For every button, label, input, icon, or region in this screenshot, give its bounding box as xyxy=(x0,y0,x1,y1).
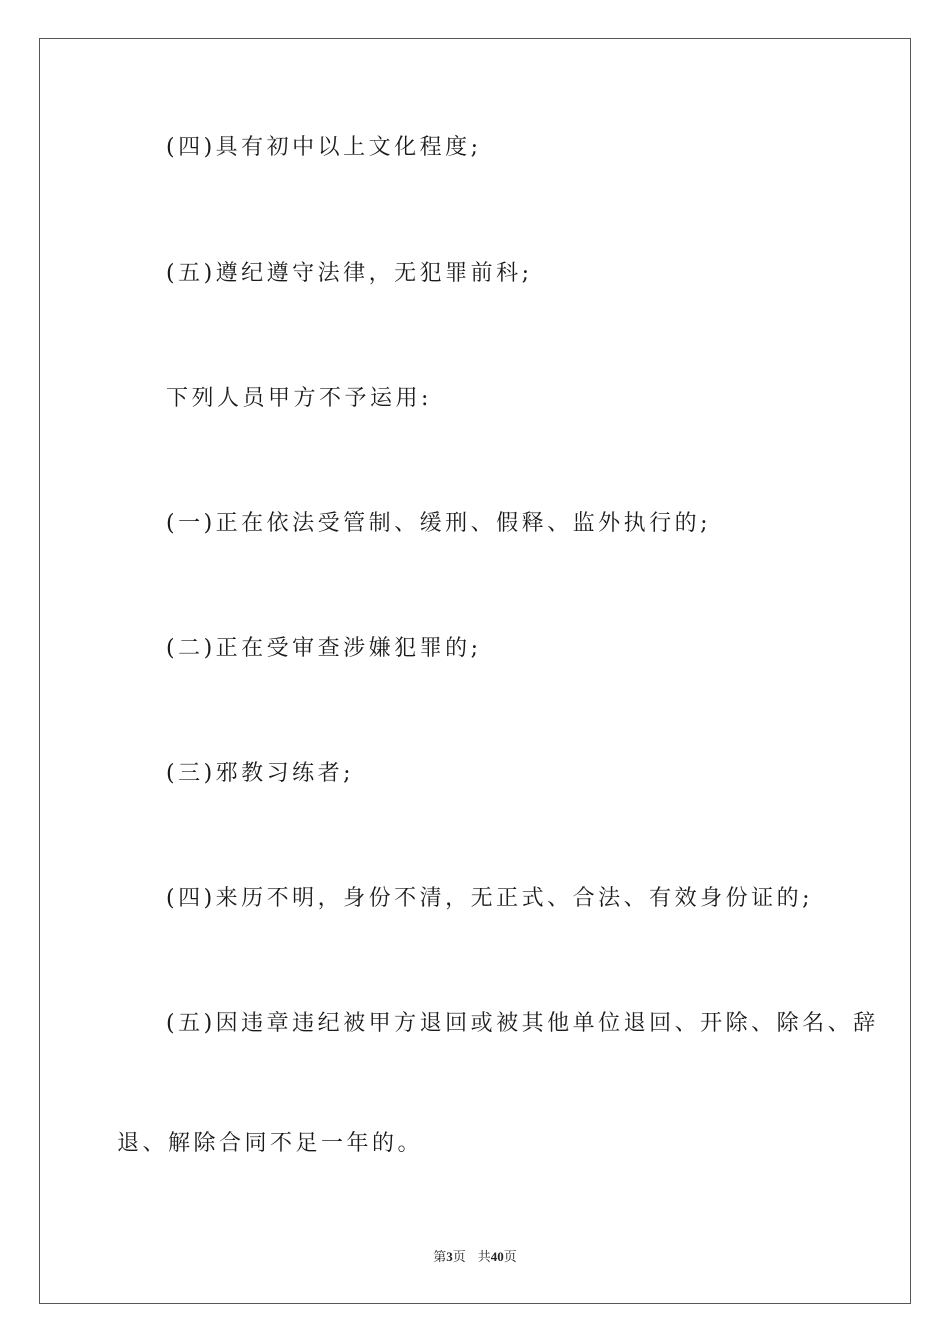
page-border xyxy=(39,38,911,1304)
paragraph-excluded-item-1: (一)正在依法受管制、缓刑、假释、监外执行的; xyxy=(166,511,712,536)
paragraph-item-5-law-abiding: (五)遵纪遵守法律，无犯罪前科; xyxy=(166,261,533,286)
paragraph-excluded-item-3: (三)邪教习练者; xyxy=(166,761,355,786)
footer-total-suffix: 页 xyxy=(503,1249,517,1264)
paragraph-excluded-item-5: (五)因违章违纪被甲方退回或被其他单位退回、开除、除名、辞 xyxy=(166,1011,879,1036)
footer-total-prefix: 共 xyxy=(477,1249,491,1264)
footer-total-pages: 40 xyxy=(490,1249,504,1264)
paragraph-item-4-education: (四)具有初中以上文化程度; xyxy=(166,135,482,160)
paragraph-excluded-heading: 下列人员甲方不予运用: xyxy=(166,386,432,411)
footer-page-suffix: 页 xyxy=(452,1249,466,1264)
page-footer xyxy=(0,1246,950,1265)
paragraph-excluded-item-4: (四)来历不明，身份不清，无正式、合法、有效身份证的; xyxy=(166,886,814,911)
paragraph-excluded-item-2: (二)正在受审查涉嫌犯罪的; xyxy=(166,636,482,661)
paragraph-excluded-item-5-continued: 退、解除合同不足一年的。 xyxy=(117,1131,424,1156)
footer-page-number: 3 xyxy=(446,1249,453,1264)
footer-page-prefix: 第 xyxy=(433,1249,447,1264)
